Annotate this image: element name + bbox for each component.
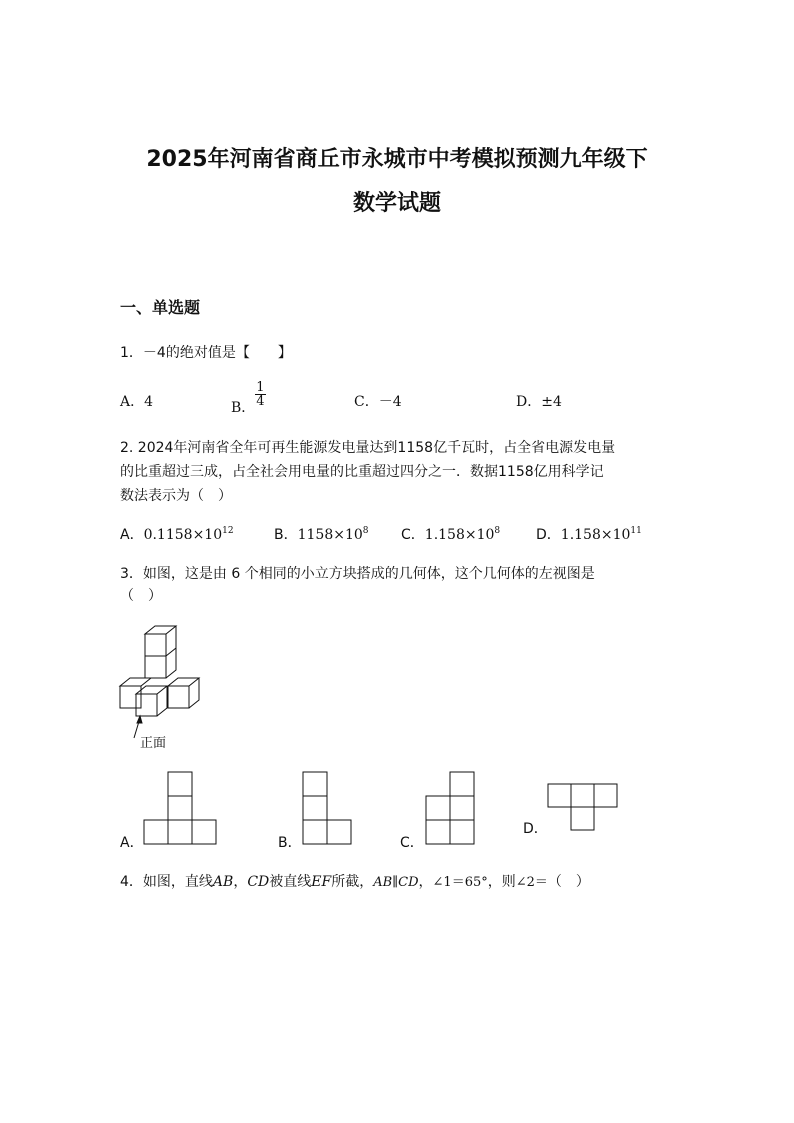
option-label: B． — [274, 527, 298, 543]
option-d-view — [547, 783, 620, 833]
option-label: C． — [401, 527, 425, 543]
fraction — [255, 381, 265, 408]
question-2-option-b — [274, 524, 369, 544]
option-exponent: 8 — [362, 526, 369, 536]
option-b-view — [303, 771, 353, 844]
q4-text: 被直线 — [269, 874, 312, 890]
q4-text: 4．如图，直线 — [120, 874, 213, 890]
option-c-view — [426, 771, 476, 844]
line-ab: AB — [212, 874, 234, 890]
cube-figure — [118, 626, 208, 748]
option-value: 1.158×10 — [560, 527, 631, 543]
angle-2: ∠2＝ — [515, 875, 548, 890]
question-2-option-d — [536, 524, 642, 544]
question-2-line1: 2. 2024年河南省全年可再生能源发电量达到1158亿千瓦时，占全省电源发电量 — [120, 440, 616, 456]
option-value: 1.158×10 — [424, 527, 495, 543]
question-3-line2: （ ） — [120, 588, 162, 604]
question-2-option-c — [401, 524, 500, 544]
question-3-option-c-label: C． — [400, 835, 424, 851]
question-1-option-c: C．－4 — [354, 394, 402, 410]
fraction-denominator: 4 — [256, 394, 265, 409]
line-ef: EF — [311, 874, 332, 890]
q4-text: （ ） — [547, 874, 590, 890]
q4-text: 所截， — [331, 874, 374, 890]
question-1-stem: 1．－4的绝对值是【 】 — [120, 345, 292, 361]
option-exponent: 11 — [630, 526, 642, 536]
section-heading: 一、单选题 — [120, 298, 201, 317]
option-label: A． — [120, 527, 144, 543]
parallel-condition: AB∥CD — [373, 875, 419, 890]
option-b-label: B． — [231, 400, 256, 416]
question-2-option-a — [120, 524, 234, 544]
q4-text: ， — [418, 874, 433, 890]
q4-text: ， — [233, 874, 248, 890]
document-title-line2: 数学试题 — [352, 191, 441, 216]
question-3-option-d-label: D． — [523, 821, 548, 837]
option-value: 0.1158×10 — [143, 527, 223, 543]
option-a-view — [144, 771, 217, 844]
option-exponent: 12 — [222, 526, 234, 536]
line-cd: CD — [247, 874, 270, 890]
angle-1: ∠1＝65° — [432, 875, 488, 890]
option-exponent: 8 — [494, 526, 501, 536]
question-1-option-a: A．4 — [120, 394, 154, 410]
question-3-option-b-label: B． — [278, 835, 302, 851]
option-label: D． — [536, 527, 561, 543]
option-value: 1158×10 — [297, 527, 363, 543]
q4-text: ，则 — [487, 874, 516, 890]
question-3-line1: 3．如图，这是由 6 个相同的小立方块搭成的几何体，这个几何体的左视图是 — [120, 566, 595, 582]
question-4-stem — [120, 871, 590, 891]
question-3-option-a-label: A． — [120, 835, 144, 851]
question-1-option-d: D．±4 — [516, 394, 562, 410]
question-2-line3: 数法表示为（ ） — [120, 488, 232, 504]
question-1-option-b — [231, 381, 266, 417]
front-label: 正面 — [140, 736, 167, 751]
question-2-line2: 的比重超过三成，占全社会用电量的比重超过四分之一．数据1158亿用科学记 — [120, 464, 604, 480]
document-title-line1: 2025年河南省商丘市永城市中考模拟预测九年级下 — [146, 147, 648, 172]
fraction-numerator: 1 — [256, 380, 265, 395]
